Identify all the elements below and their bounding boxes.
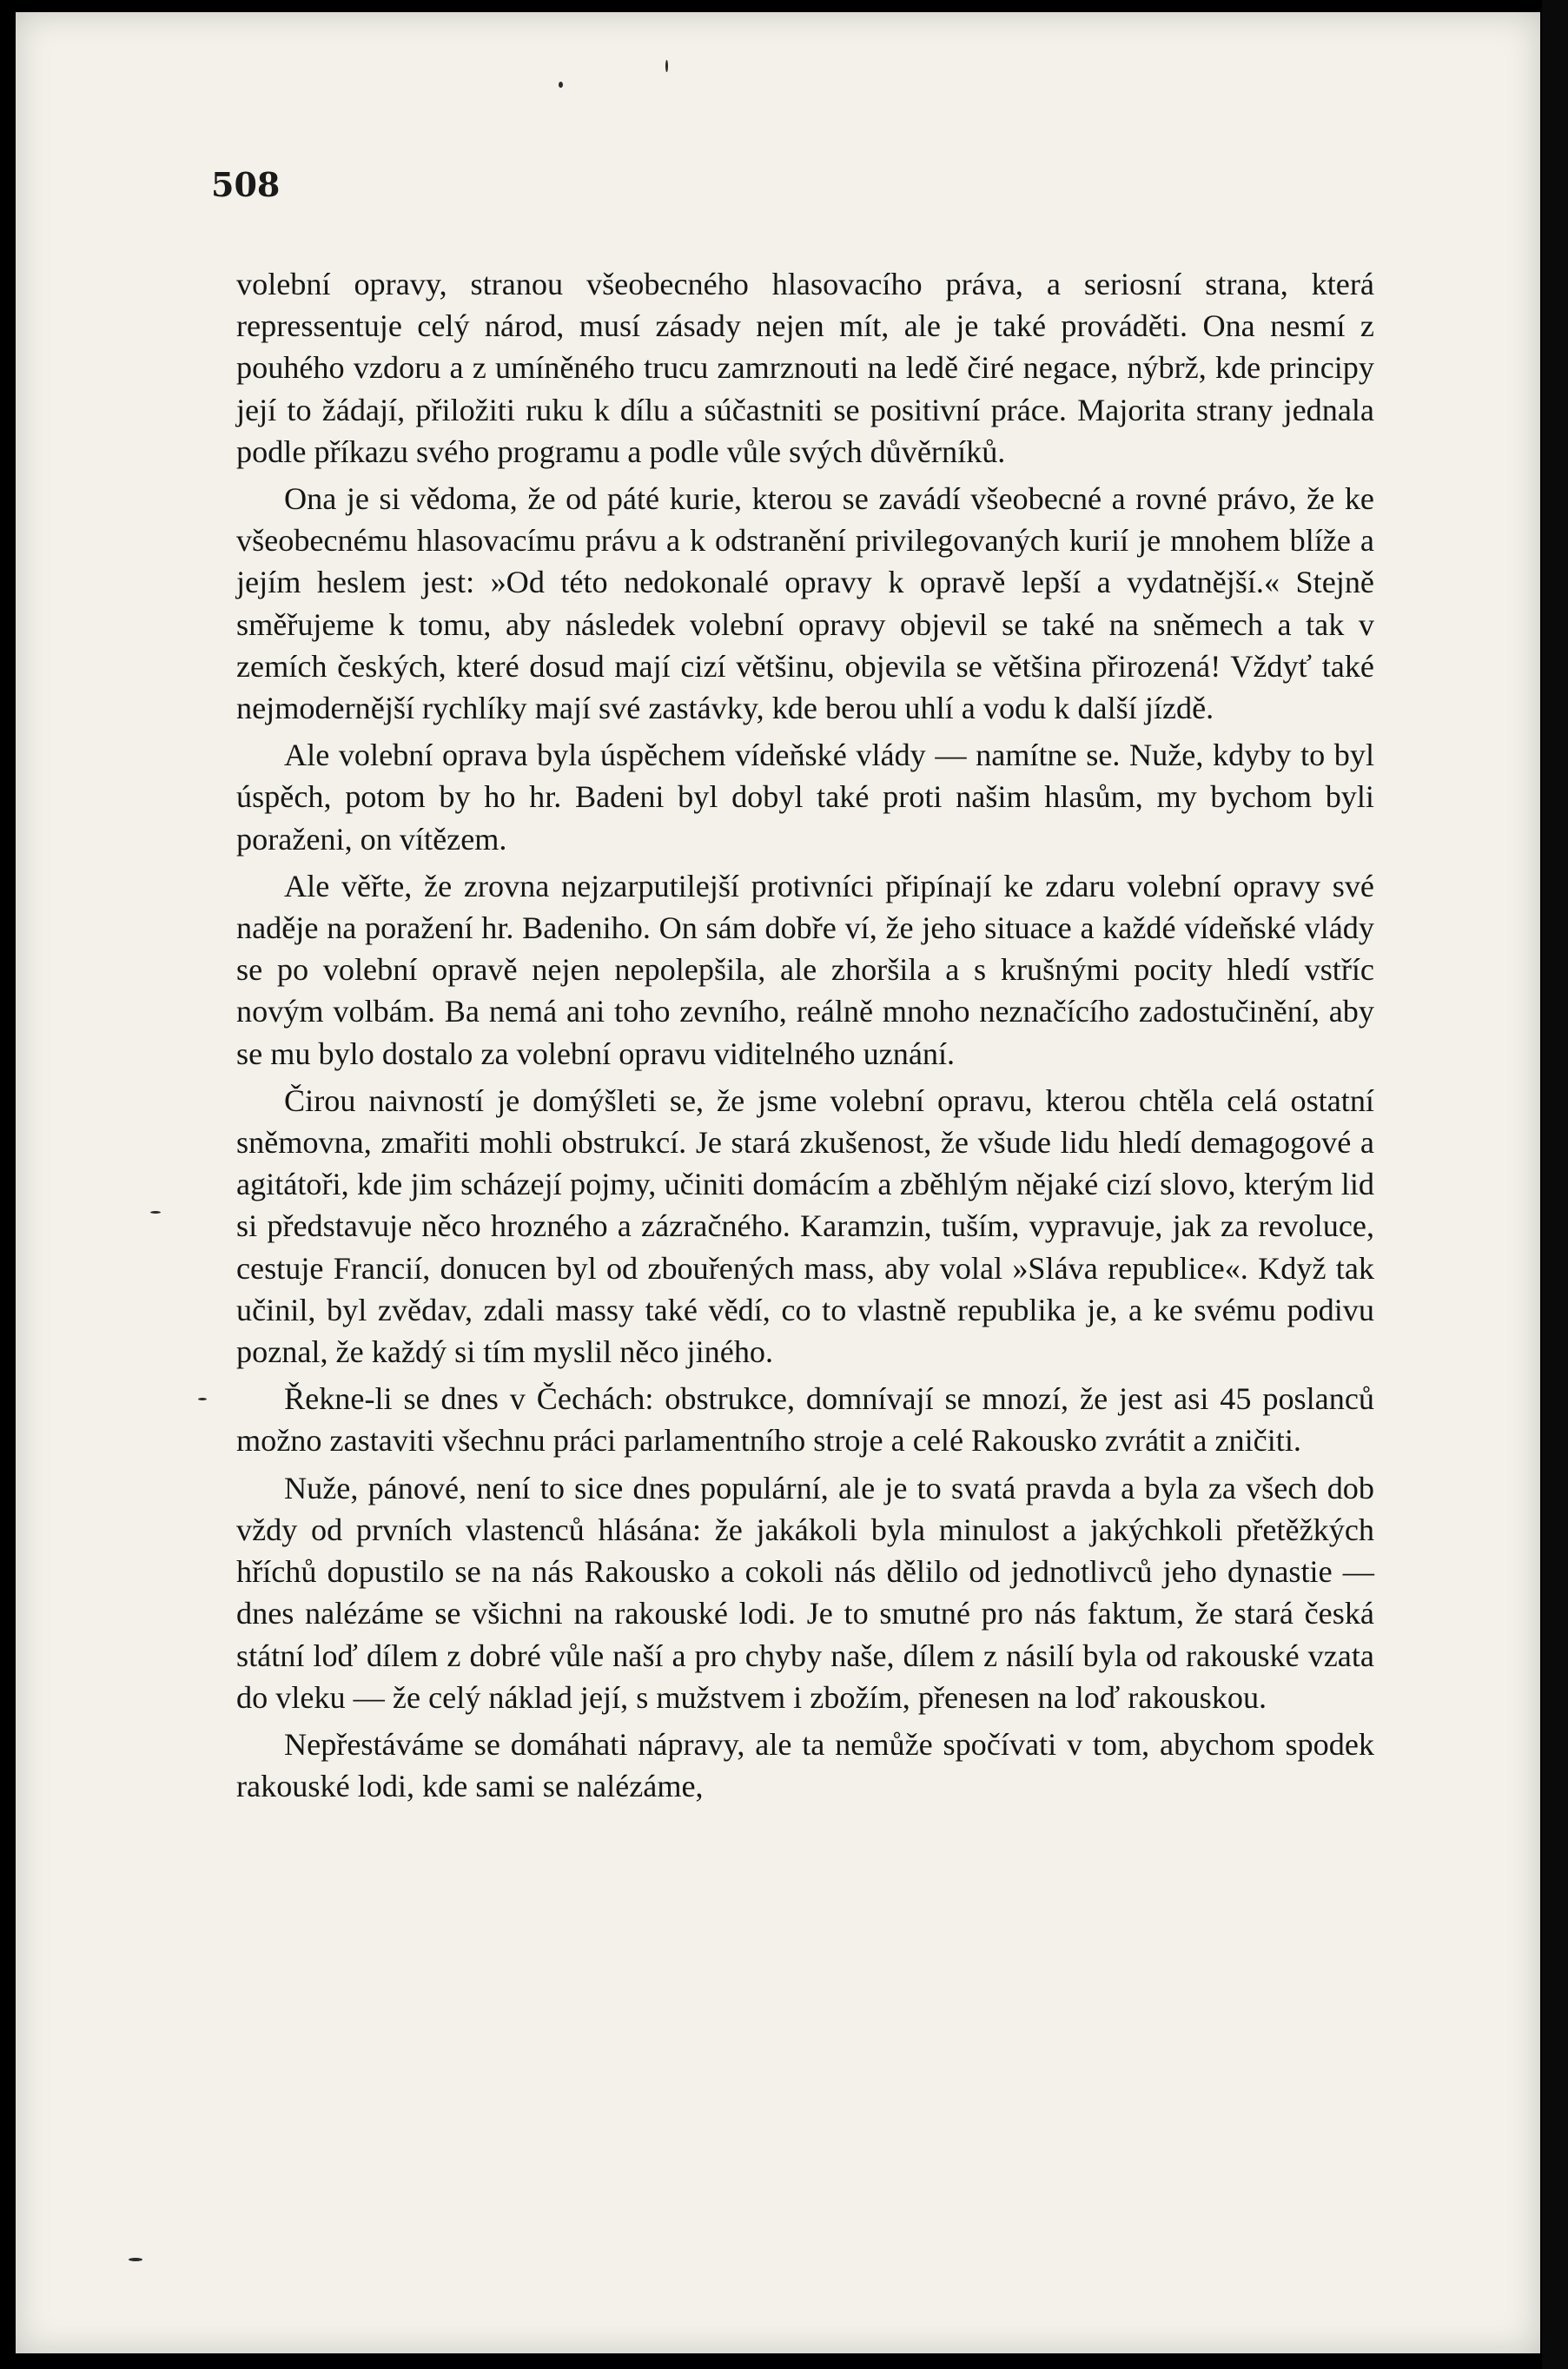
scan-speck: [129, 2258, 142, 2261]
body-text: [236, 263, 1374, 1812]
paragraph-1: volební opravy, stranou všeobecného hlasovacího práva, a seriosní strana, která repressentuje celý národ, musí zásady nejen mít, ale je také prováděti. Ona nesmí z pouhého vzdoru a z umíněného trucu zamrznouti na ledě čiré negace, nýbrž, kde principy její to žádají, přiložiti ruku k dílu a súčastniti se positivní práce. Majorita strany jednala podle příkazu svého programu a podle vůle svých důvěrníků.: [236, 267, 1374, 469]
paragraph-5: Čirou naivností je domýšleti se, že jsme volební opravu, kterou chtěla celá ostatní sněmovna, zmařiti mohli obstrukcí. Je stará zkušenost, že všude lidu hledí demagogové a agitátoři, kde jim scházejí pojmy, učiniti domácím a zběhlým nějaké cizí slovo, kterým lid si představuje něco hrozného a zázračného. Karamzin, tuším, vypravuje, jak za revoluce, cestuje Francií, donucen byl od zbouřených mass, aby volal »Sláva republice«. Když tak učinil, byl zvědav, zdali massy také vědí, co to vlastně republika je, a ke svému podivu poznal, že každý si tím myslil něco jiného.: [236, 1082, 1374, 1370]
scan-speck: [559, 82, 563, 88]
paragraph-8: Nepřestáváme se domáhati nápravy, ale ta nemůže spočívati v tom, abychom spodek rakouské lodi, kde sami se nalézáme,: [236, 1726, 1374, 1804]
page-number: 508: [211, 165, 281, 204]
book-spine-edge: [1542, 0, 1568, 2369]
paragraph-4: Ale věřte, že zrovna nejzarputilejší protivníci připínají ke zdaru volební opravy své naděje na poražení hr. Badeniho. On sám dobře ví, že jeho situace a každé vídeňské vlády se po volební opravě nejen nepolepšila, ale zhoršila a s krušnými pocity hledí vstříc novým volbám. Ba nemá ani toho zevního, reálně mnoho neznačícího zadostučinění, aby se mu bylo dostalo za volební opravu viditelného uznání.: [236, 868, 1374, 1071]
paragraph-6: Řekne-li se dnes v Čechách: obstrukce, domnívají se mnozí, že jest asi 45 poslanců možno zastaviti všechnu práci parlamentního stroje a celé Rakousko zvrátit a zničiti.: [236, 1381, 1374, 1459]
scan-speck: [198, 1398, 207, 1400]
scan-speck: [150, 1211, 161, 1214]
scan-speck: [665, 60, 668, 72]
paragraph-7: Nuže, pánové, není to sice dnes populární, ale je to svatá pravda a byla za všech dob vždy od prvních vlastenců hlásána: že jakákoli byla minulost a jakýchkoli přetěžkých hříchů dopustilo se na nás Rakousko a cokoli nás dělilo od jednotlivců jeho dynastie — dnes nalézáme se všichni na rakouské lodi. Je to smutné pro nás faktum, že stará česká státní loď dílem z dobré vůle naší a pro chyby naše, dílem z násilí byla od rakouské vzata do vleku — že celý náklad její, s mužstvem i zbožím, přenesen na loď rakouskou.: [236, 1470, 1374, 1715]
paragraph-2: Ona je si vědoma, že od páté kurie, kterou se zavádí všeobecné a rovné právo, že ke všeobecnému hlasovacímu právu a k odstranění privilegovaných kurií je mnohem blíže a jejím heslem jest: »Od této nedokonalé opravy k opravě lepší a vydatnější.« Stejně směřujeme k tomu, aby následek volební opravy objevil se také na sněmech a tak v zemích českých, které dosud mají cizí většinu, objevila se většina přirozená! Vždyť také nejmodernější rychlíky mají své zastávky, kde berou uhlí a vodu k další jízdě.: [236, 481, 1374, 726]
paragraph-3: Ale volební oprava byla úspěchem vídeňské vlády — namítne se. Nuže, kdyby to byl úspěch, potom by ho hr. Badeni byl dobyl také proti našim hlasům, my bychom byli poraženi, on vítězem.: [236, 738, 1374, 857]
